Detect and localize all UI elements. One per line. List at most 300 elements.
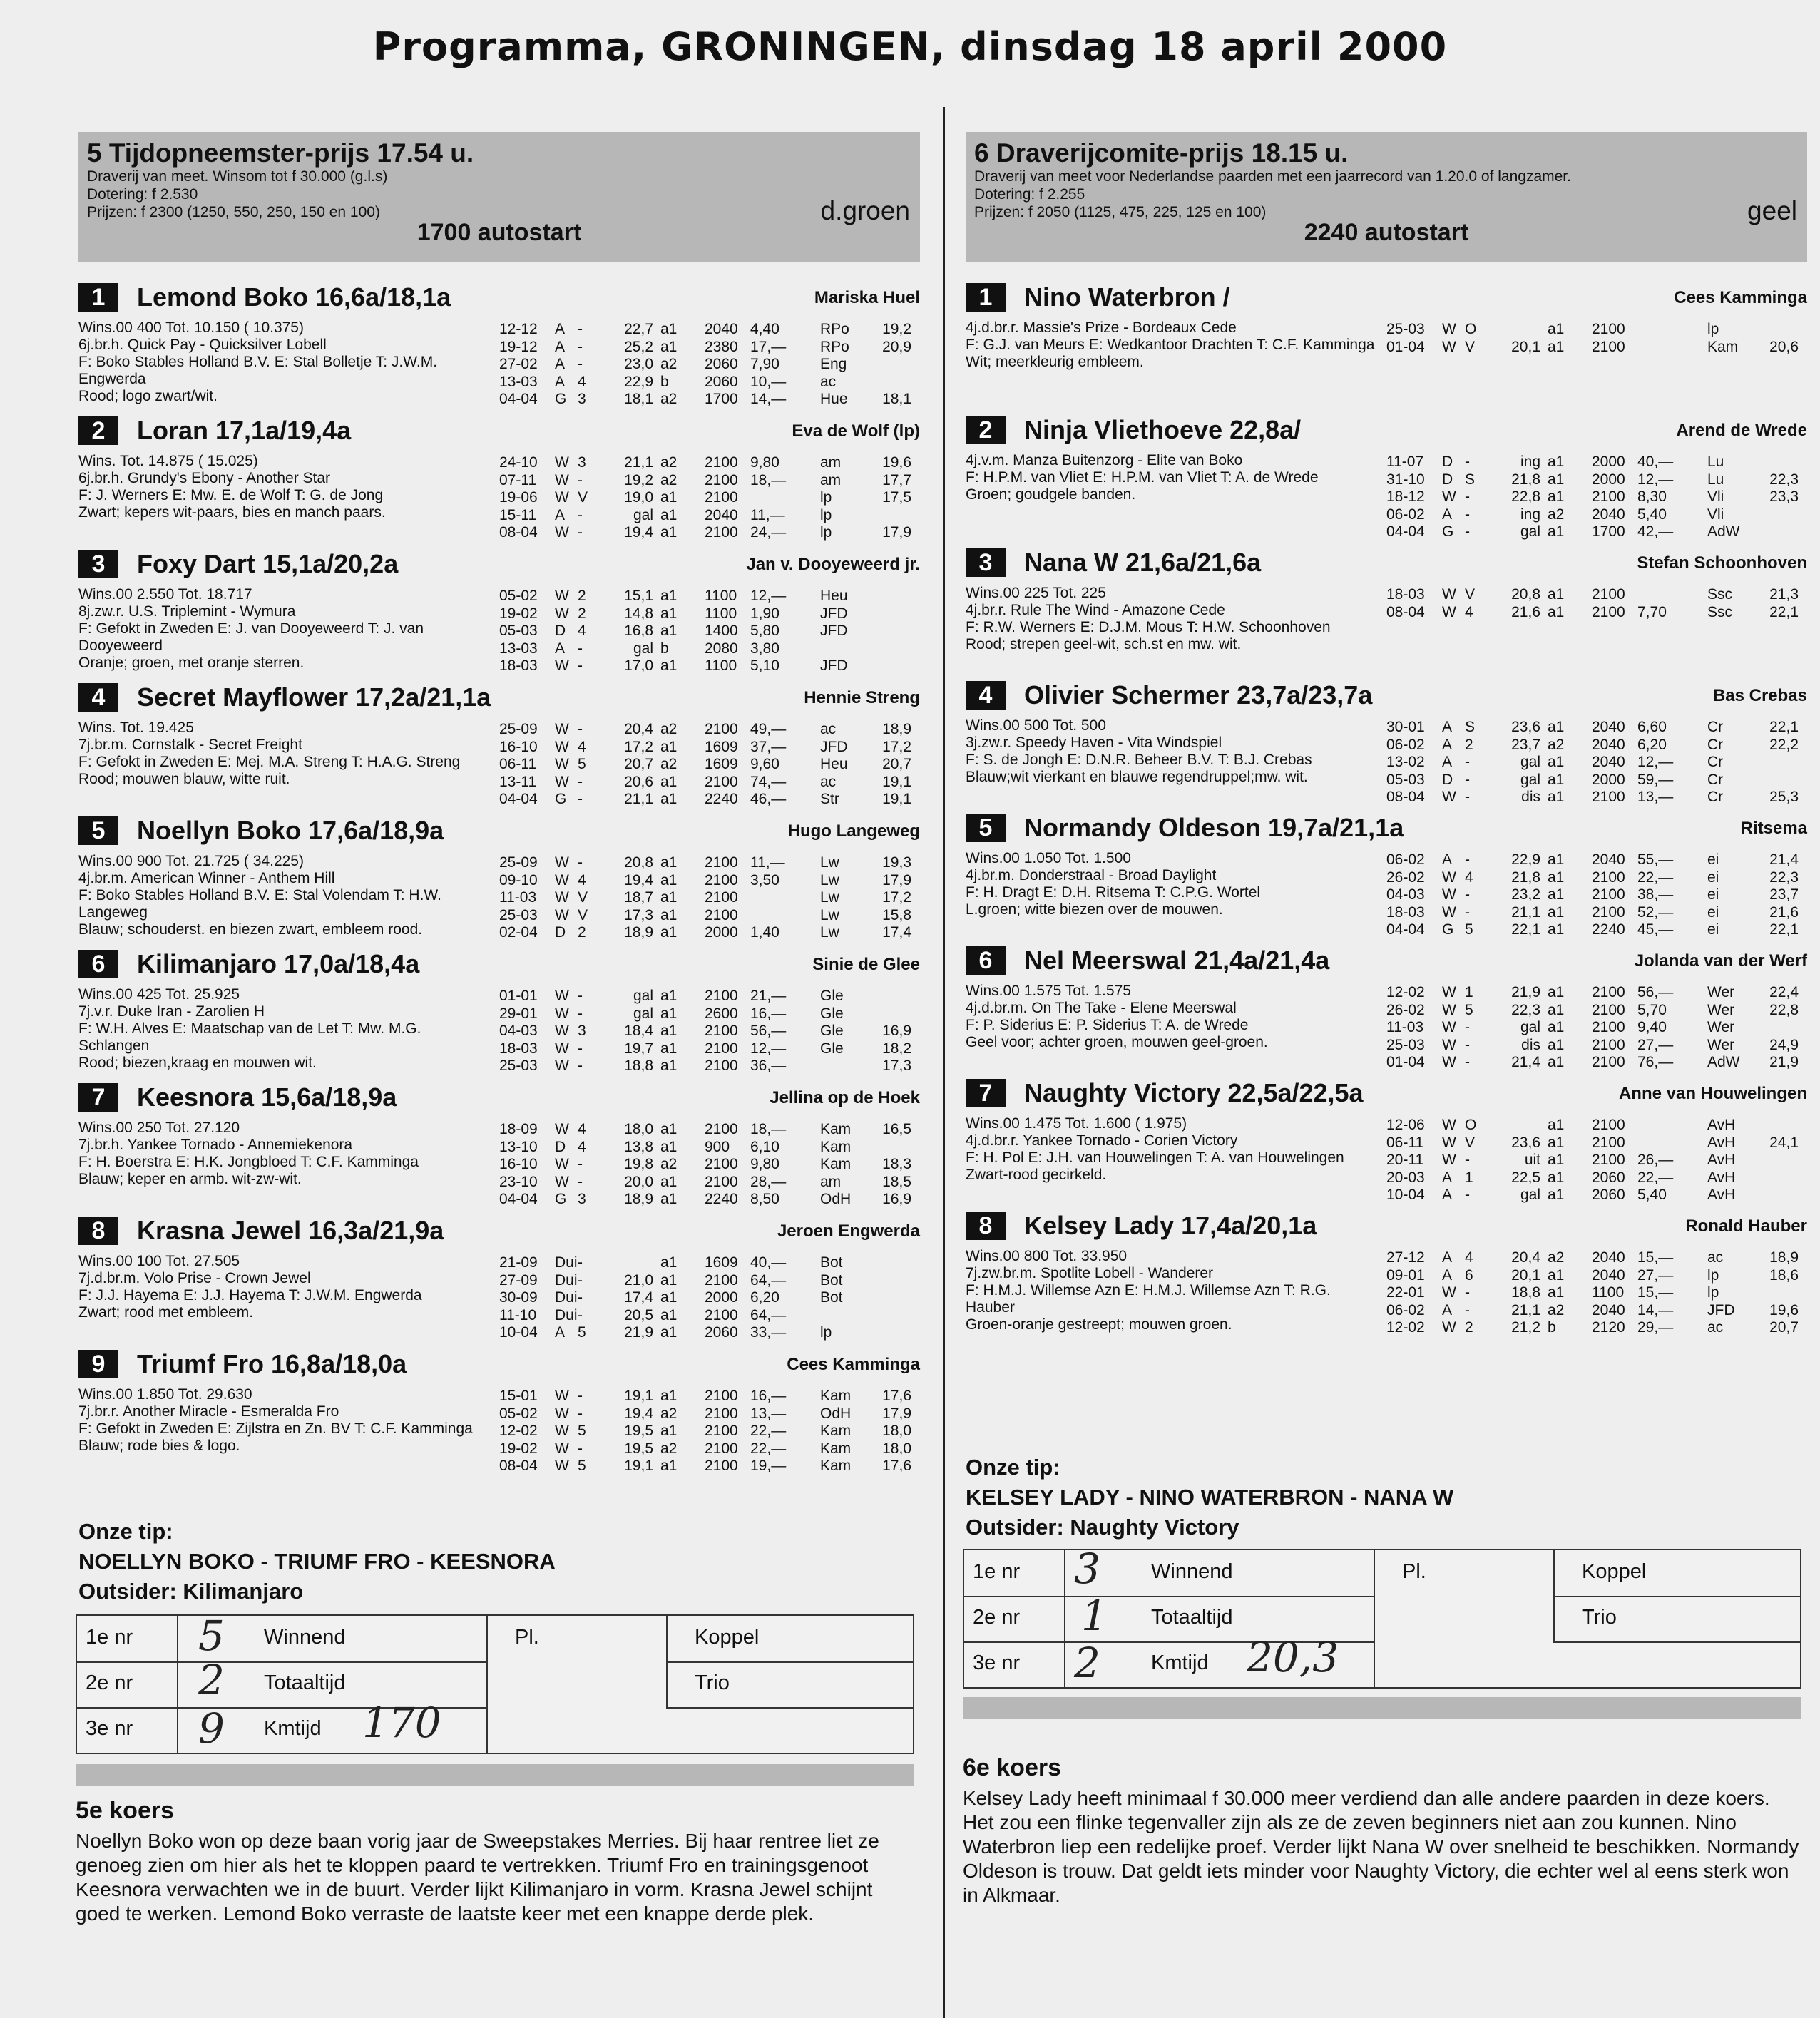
race-row xyxy=(499,1388,920,1405)
race-time: 14,8 xyxy=(624,605,653,622)
race-time: 21,1 xyxy=(624,791,653,807)
race-track: G xyxy=(1442,921,1454,938)
race-date: 04-04 xyxy=(1386,523,1425,540)
race-driver: Lw xyxy=(820,889,839,906)
race-date: 09-10 xyxy=(499,871,538,888)
race-class: a1 xyxy=(660,1040,678,1057)
race-odds: 8,50 xyxy=(750,1191,779,1207)
race-row xyxy=(1386,789,1807,806)
race-date: 13-03 xyxy=(499,640,538,657)
horse-header xyxy=(966,679,1807,716)
race-time: 20,6 xyxy=(624,773,653,790)
horse-info-line: 4j.d.br.r. Yankee Tornado - Corien Victory xyxy=(966,1132,1238,1149)
race-track: W xyxy=(555,889,569,906)
race-track: W xyxy=(1442,488,1456,505)
race-odds: 55,— xyxy=(1637,851,1674,868)
horse-info-line: F: G.J. van Meurs E: Wedkantoor Drachten T: C.F. Kamminga xyxy=(966,337,1375,353)
race-track: W xyxy=(1442,886,1456,903)
race-position: - xyxy=(1465,771,1470,788)
race-time: 21,8 xyxy=(1511,869,1540,886)
race-row xyxy=(1386,1135,1807,1152)
past-races xyxy=(1386,454,1807,541)
horse-info xyxy=(966,1115,1376,1184)
race-track: W xyxy=(1442,1284,1456,1301)
horse-entry xyxy=(78,548,920,681)
race-odds: 9,80 xyxy=(750,454,779,471)
race-distance: 2100 xyxy=(705,1306,738,1323)
race-date: 06-02 xyxy=(1386,736,1425,753)
horse-number-badge: 7 xyxy=(78,1083,118,1112)
race-position: - xyxy=(578,1173,583,1190)
ticket-trio: Trio xyxy=(695,1671,730,1694)
race-time: 17,0 xyxy=(624,657,653,674)
race-date: 18-03 xyxy=(499,657,538,674)
race-driver: Cr xyxy=(1707,754,1724,770)
race-track: Dui xyxy=(555,1254,578,1271)
race-distance: 2040 xyxy=(1592,1301,1625,1318)
race-date: 27-12 xyxy=(1386,1249,1425,1266)
race-row xyxy=(499,321,920,339)
race-odds: 1,40 xyxy=(750,924,779,941)
horse-number-badge: 2 xyxy=(966,416,1006,444)
race-row xyxy=(499,640,920,658)
race-kmtime: 22,8 xyxy=(1769,1001,1799,1018)
race-row xyxy=(1386,921,1807,939)
race-time: 18,7 xyxy=(624,889,653,906)
race-odds: 14,— xyxy=(750,391,787,407)
race-time: uit xyxy=(1524,1152,1540,1168)
horse-info-line: Wins.00 1.850 Tot. 29.630 xyxy=(78,1386,252,1403)
race-position: V xyxy=(1465,338,1476,355)
ticket-pl: Pl. xyxy=(1402,1560,1426,1583)
race-driver: Gle xyxy=(820,988,844,1004)
race-class: a1 xyxy=(660,623,678,639)
driver-name: Eva de Wolf (lp) xyxy=(792,421,920,441)
race-odds: 76,— xyxy=(1637,1054,1674,1070)
race-position: O xyxy=(1465,1117,1477,1133)
race-date: 05-03 xyxy=(499,623,538,639)
race-driver: OdH xyxy=(820,1405,852,1422)
race-driver: Kam xyxy=(820,1156,852,1172)
race-distance: 2100 xyxy=(705,773,738,790)
race-kmtime: 17,9 xyxy=(882,871,911,888)
race-date: 25-03 xyxy=(499,906,538,923)
race-track: W xyxy=(1442,1134,1456,1151)
race-track: W xyxy=(1442,789,1456,805)
race-odds: 18,— xyxy=(750,471,787,488)
race-time: 20,0 xyxy=(624,1173,653,1190)
race-class: a1 xyxy=(1548,523,1565,540)
race-track: W xyxy=(555,1458,569,1474)
horse-entry xyxy=(966,944,1807,1077)
horse-info-line: 7j.br.h. Yankee Tornado - Annemiekenora xyxy=(78,1137,353,1153)
race-row xyxy=(1386,1002,1807,1020)
race-position: - xyxy=(578,524,583,541)
race-time: 23,7 xyxy=(1511,736,1540,753)
race-time: 18,8 xyxy=(624,1057,653,1074)
horse-entry xyxy=(78,1348,920,1481)
horse-name: Keesnora 15,6a/18,9a xyxy=(137,1082,397,1112)
race-class: a1 xyxy=(660,1023,678,1039)
horse-header xyxy=(966,1077,1807,1114)
horse-info-line: 7j.br.r. Another Miracle - Esmeralda Fro xyxy=(78,1403,339,1420)
race-driver: Bot xyxy=(820,1254,843,1271)
race-track: W xyxy=(555,1423,569,1439)
race-kmtime: 21,4 xyxy=(1769,851,1799,868)
race-class: a1 xyxy=(1548,1284,1565,1301)
race-position: - xyxy=(578,1271,583,1289)
race-kmtime: 17,3 xyxy=(882,1057,911,1074)
driver-name: Bas Crebas xyxy=(1712,686,1807,705)
race-position: 4 xyxy=(578,623,586,639)
race-driver: ei xyxy=(1707,851,1719,868)
race-distance: 2100 xyxy=(1592,338,1625,355)
race-driver: Gle xyxy=(820,1023,844,1039)
race-odds: 21,— xyxy=(750,988,787,1004)
race-kmtime: 24,9 xyxy=(1769,1036,1799,1053)
horse-info-line: 7j.zw.br.m. Spotlite Lobell - Wanderer xyxy=(966,1265,1214,1281)
race-date: 04-04 xyxy=(499,791,538,807)
race-class: a1 xyxy=(660,773,678,790)
race-class: a1 xyxy=(660,1388,678,1404)
race-driver: lp xyxy=(820,506,832,523)
horse-info-line: 4j.br.r. Rule The Wind - Amazone Cede xyxy=(966,602,1225,618)
race-driver: Str xyxy=(820,791,839,807)
race-distance: 2100 xyxy=(1592,1036,1625,1053)
horse-number-badge: 1 xyxy=(78,283,118,312)
race-position: 2 xyxy=(1465,736,1473,753)
race-odds: 11,— xyxy=(750,854,785,871)
race-track: G xyxy=(555,391,567,407)
horse-info-line: 6j.br.h. Grundy's Ebony - Another Star xyxy=(78,470,331,486)
race-date: 06-02 xyxy=(1386,506,1425,523)
race-position: - xyxy=(578,721,583,737)
race-kmtime: 22,3 xyxy=(1769,869,1799,886)
race-distance: 2100 xyxy=(705,906,738,923)
race-odds: 26,— xyxy=(1637,1152,1674,1168)
race-time: 22,5 xyxy=(1511,1169,1540,1186)
race-row xyxy=(499,524,920,542)
past-races xyxy=(1386,1117,1807,1204)
race-row xyxy=(1386,754,1807,772)
race-driver: AvH xyxy=(1707,1117,1736,1133)
race-row xyxy=(499,1423,920,1440)
horse-info xyxy=(966,585,1376,653)
race-odds: 27,— xyxy=(1637,1036,1674,1053)
race-odds: 36,— xyxy=(750,1057,787,1074)
race-track: D xyxy=(555,623,566,639)
race-date: 30-09 xyxy=(499,1289,538,1306)
race-odds: 56,— xyxy=(750,1023,787,1039)
race-position: - xyxy=(578,1156,583,1172)
race-date: 25-03 xyxy=(499,1057,538,1074)
race-date: 07-11 xyxy=(499,471,537,488)
race-odds: 33,— xyxy=(750,1324,787,1341)
horse-info-line: Wins. Tot. 14.875 ( 15.025) xyxy=(78,453,258,469)
race-time: gal xyxy=(633,506,653,523)
ticket-1e-nr: 1e nr xyxy=(86,1626,133,1649)
horse-info xyxy=(966,319,1376,371)
race-driver: Kam xyxy=(1707,338,1739,355)
horse-info-line: Wit; meerkleurig embleem. xyxy=(966,354,1144,370)
horse-info xyxy=(78,1386,489,1455)
horse-list xyxy=(966,281,1807,1342)
race-distance: 1700 xyxy=(1592,523,1625,540)
race-position: 4 xyxy=(1465,1249,1473,1266)
race-odds: 6,10 xyxy=(750,1138,779,1155)
race-time: 23,0 xyxy=(624,356,653,372)
race-row xyxy=(1386,454,1807,471)
horse-header xyxy=(78,1348,920,1385)
race-time: 23,2 xyxy=(1511,886,1540,903)
race-distance: 2100 xyxy=(705,988,738,1004)
horse-name: Normandy Oldeson 19,7a/21,1a xyxy=(1024,813,1404,842)
race-distance: 2600 xyxy=(705,1005,738,1022)
race-distance: 2040 xyxy=(1592,851,1625,868)
past-races xyxy=(499,721,920,809)
race-track: D xyxy=(555,924,566,941)
race-class: a2 xyxy=(660,471,678,488)
race-driver: Cr xyxy=(1707,771,1724,788)
race-class: a2 xyxy=(660,721,678,737)
race-row xyxy=(499,507,920,525)
race-track: A xyxy=(1442,1266,1453,1284)
race-track: W xyxy=(555,1057,569,1074)
horse-number-badge: 9 xyxy=(78,1350,118,1378)
race-driver: Bot xyxy=(820,1289,843,1306)
driver-name: Stefan Schoonhoven xyxy=(1637,553,1807,573)
race-class: a1 xyxy=(1548,1117,1565,1133)
race-distance: 2100 xyxy=(1592,1054,1625,1070)
race-date: 25-09 xyxy=(499,721,538,737)
race-row xyxy=(499,1139,920,1157)
past-races xyxy=(499,1388,920,1475)
race-driver: Heu xyxy=(820,756,848,772)
race-date: 11-03 xyxy=(1386,1019,1424,1035)
horse-info-line: F: S. de Jongh E: D.N.R. Beheer B.V. T: B.J. Crebas xyxy=(966,752,1312,768)
race-date: 20-11 xyxy=(1386,1152,1424,1168)
race-time: 16,8 xyxy=(624,623,653,639)
race-kmtime: 17,9 xyxy=(882,524,911,541)
past-races xyxy=(1386,586,1807,621)
horse-name: Kilimanjaro 17,0a/18,4a xyxy=(137,949,420,978)
race-kmtime: 20,7 xyxy=(1769,1319,1799,1336)
race-driver: JFD xyxy=(820,738,848,755)
race-odds: 12,— xyxy=(750,1040,787,1057)
race-position: 3 xyxy=(578,454,586,471)
driver-name: Jeroen Engwerda xyxy=(777,1221,920,1241)
race-track: W xyxy=(555,1156,569,1172)
race-distance: 2100 xyxy=(705,524,738,541)
race-date: 11-07 xyxy=(1386,454,1424,470)
horse-header xyxy=(78,548,920,585)
race-kmtime: 20,6 xyxy=(1769,338,1799,355)
race-driver: Wer xyxy=(1707,984,1735,1000)
race-time: 17,3 xyxy=(624,906,653,923)
race-date: 11-10 xyxy=(499,1306,537,1323)
race-distance: 2100 xyxy=(705,1040,738,1057)
race-distance: 2240 xyxy=(705,791,738,807)
race-kmtime: 21,3 xyxy=(1769,586,1799,603)
horse-info-line: Rood; mouwen blauw, witte ruit. xyxy=(78,771,290,787)
race-position: - xyxy=(1465,1054,1470,1070)
race-position: 3 xyxy=(578,1023,586,1039)
race-class: a1 xyxy=(660,871,678,888)
handwritten-kmtijd: 170 xyxy=(362,1699,441,1747)
race-time: 21,2 xyxy=(1511,1319,1540,1336)
race-time: gal xyxy=(1520,523,1540,540)
race-track: A xyxy=(1442,1249,1453,1266)
race-class: a1 xyxy=(660,1138,678,1155)
horse-number-badge: 4 xyxy=(966,681,1006,710)
race-odds: 27,— xyxy=(1637,1266,1674,1284)
horse-entry xyxy=(78,681,920,814)
race-position: - xyxy=(578,1254,583,1271)
race-distance: 2100 xyxy=(1592,789,1625,805)
race-row xyxy=(1386,737,1807,754)
horse-info xyxy=(966,717,1376,786)
race-header xyxy=(966,132,1807,262)
race-title: 6 Draverijcomite-prijs 18.15 u. xyxy=(974,138,1349,168)
horse-number-badge: 2 xyxy=(78,416,118,445)
race-kmtime: 20,9 xyxy=(882,338,911,355)
race-class: a1 xyxy=(660,1005,678,1022)
race-driver: am xyxy=(820,1173,842,1190)
horse-info-line: 3j.zw.r. Speedy Haven - Vita Windspiel xyxy=(966,734,1222,751)
race-kmtime: 18,9 xyxy=(882,721,911,737)
race-track: W xyxy=(1442,338,1456,355)
race-position: - xyxy=(1465,454,1470,470)
ticket-pl: Pl. xyxy=(515,1626,539,1649)
horse-info-line: Rood; biezen,kraag en mouwen wit. xyxy=(78,1055,317,1071)
race-driver: AvH xyxy=(1707,1152,1736,1168)
race-row xyxy=(1386,1169,1807,1187)
race-class: a1 xyxy=(1548,719,1565,735)
race-distance: 2100 xyxy=(1592,984,1625,1000)
race-driver: ac xyxy=(820,773,837,790)
horse-info-line: L.groen; witte biezen over de mouwen. xyxy=(966,901,1223,918)
race-date: 19-02 xyxy=(499,605,538,622)
ticket-1e-nr: 1e nr xyxy=(973,1560,1021,1583)
race-kmtime: 19,6 xyxy=(882,454,911,471)
driver-name: Ronald Hauber xyxy=(1685,1217,1807,1236)
race-prizes: Prijzen: f 2300 (1250, 550, 250, 150 en 100) xyxy=(87,204,380,220)
race-position: 5 xyxy=(578,1458,586,1474)
commentary-text: Kelsey Lady heeft minimaal f 30.000 meer verdiend dan alle andere paarden in deze koers. Het zou een flinke tegenvaller zijn als ze de zeven beginners niet aan zou kunnen. Nino Waterbron liep een redelijke proef. Verder lijkt Nana W over snelheid te beschikken. Normandy Oldeson is trouw. Dat geldt iets minder voor Naughty Victory, die echter wel al eens sterk won in Alkmaar. xyxy=(963,1787,1799,1906)
race-position: - xyxy=(578,1306,583,1323)
race-track: A xyxy=(555,356,566,372)
race-odds: 5,40 xyxy=(1637,1187,1667,1203)
race-row xyxy=(499,889,920,907)
race-odds: 40,— xyxy=(1637,454,1674,470)
race-row xyxy=(499,924,920,942)
race-driver: Wer xyxy=(1707,1036,1735,1053)
race-kmtime: 19,2 xyxy=(882,321,911,337)
handwritten-1e: 5 xyxy=(198,1612,225,1660)
race-time: 19,2 xyxy=(624,471,653,488)
race-row xyxy=(499,907,920,925)
race-distance: 2040 xyxy=(1592,1266,1625,1284)
horse-info-line: Zwart; kepers wit-paars, bies en manch paars. xyxy=(78,504,386,521)
race-track: D xyxy=(1442,471,1453,488)
race-track: W xyxy=(555,721,569,737)
race-time: 21,9 xyxy=(1511,984,1540,1000)
race-distance: 2100 xyxy=(1592,586,1625,603)
race-distance: 2060 xyxy=(705,356,738,372)
race-position: - xyxy=(1465,1187,1470,1203)
race-odds: 40,— xyxy=(750,1254,787,1271)
race-position: - xyxy=(578,1005,583,1022)
past-races xyxy=(499,1121,920,1209)
race-row xyxy=(499,1324,920,1342)
race-time: gal xyxy=(1520,754,1540,770)
race-time: 18,9 xyxy=(624,924,653,941)
race-time: 23,6 xyxy=(1511,1134,1540,1151)
race-row xyxy=(1386,984,1807,1002)
race-track: Dui xyxy=(555,1289,578,1306)
ticket-2e-nr: 2e nr xyxy=(973,1606,1021,1629)
race-date: 04-03 xyxy=(499,1023,538,1039)
race-date: 24-10 xyxy=(499,454,538,471)
race-date: 31-10 xyxy=(1386,471,1425,488)
race-distance: 1609 xyxy=(705,738,738,755)
race-time: 22,9 xyxy=(1511,851,1540,868)
race-driver: Lw xyxy=(820,871,839,888)
race-driver: Kam xyxy=(820,1138,852,1155)
horse-header xyxy=(78,681,920,718)
horse-list xyxy=(78,281,920,1481)
race-row xyxy=(499,1121,920,1139)
race-row xyxy=(499,374,920,391)
ticket-kmtijd: Kmtijd xyxy=(264,1717,322,1740)
horse-info xyxy=(78,1120,489,1188)
race-time: 21,1 xyxy=(1511,1301,1540,1318)
race-class: a1 xyxy=(1548,1152,1565,1168)
race-class: a2 xyxy=(660,391,678,407)
race-track: W xyxy=(555,588,569,604)
race-odds: 8,30 xyxy=(1637,488,1667,505)
race-class: a2 xyxy=(1548,1249,1565,1266)
race-date: 25-09 xyxy=(499,854,538,871)
horse-entry xyxy=(78,281,920,414)
race-date: 13-02 xyxy=(1386,754,1425,770)
race-position: V xyxy=(1465,1134,1476,1151)
race-prizes: Prijzen: f 2050 (1125, 475, 225, 125 en 100) xyxy=(974,204,1267,220)
race-odds: 12,— xyxy=(1637,471,1674,488)
race-commentary xyxy=(76,1797,917,1926)
race-odds: 13,— xyxy=(750,1405,787,1422)
race-kmtime: 18,2 xyxy=(882,1040,911,1057)
handwritten-3e: 2 xyxy=(1074,1639,1100,1687)
race-distance: 2100 xyxy=(705,1440,738,1457)
race-class: a1 xyxy=(660,854,678,871)
past-races xyxy=(499,454,920,542)
race-odds: 1,90 xyxy=(750,605,779,622)
race-kmtime: 18,1 xyxy=(882,391,911,407)
race-class: a1 xyxy=(660,1191,678,1207)
driver-name: Hennie Streng xyxy=(804,688,920,707)
race-driver: Lu xyxy=(1707,454,1724,470)
race-track: G xyxy=(555,1191,567,1207)
race-driver: Ssc xyxy=(1707,603,1733,620)
race-date: 08-04 xyxy=(1386,603,1425,620)
tip-label: Onze tip: xyxy=(966,1455,1060,1480)
driver-name: Jan v. Dooyeweerd jr. xyxy=(746,555,920,574)
race-track: A xyxy=(1442,506,1453,523)
race-distance: 2100 xyxy=(705,1458,738,1474)
race-driver: ac xyxy=(820,373,837,390)
race-track: A xyxy=(555,1324,566,1341)
